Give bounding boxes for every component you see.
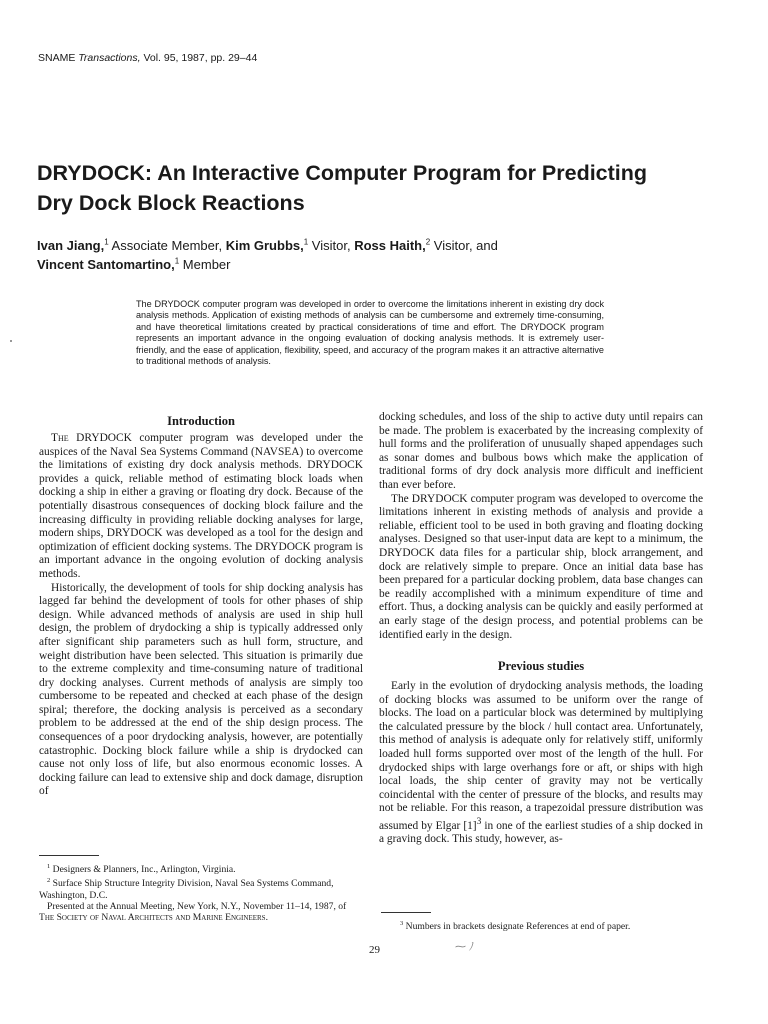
author-name: Ross Haith, — [354, 238, 426, 253]
paragraph — [379, 680, 703, 847]
journal-header — [38, 52, 257, 64]
paragraph: docking schedules, and loss of the ship to active duty until repairs can be made. The problem is exacerbated by the increasing complexity of hull forms and the proliferation of unusually shaped appendages such as sonar domes and bulbous bows which make the application of traditional forms of dry dock analysis more difficult and inefficient than ever before. — [379, 411, 703, 491]
left-column — [39, 413, 363, 799]
footnote-mark: 3 — [400, 920, 404, 927]
paragraph-text: DRYDOCK computer program was developed under the auspices of the Naval Sea Systems Command (NAVSEA) to overcome the limitations of existing dry dock analysis methods. DRYDOCK provides a quick, reliable method of estimating block loads when docking a ship in either a graving or floating dry dock. Because of the potentially disastrous consequences of docking block failure and the increasing difficulty in providing reliable docking analyses for large, modern ships, DRYDOCK was developed as a tool for the design and optimization of efficient docking systems. The DRYDOCK program is an important advance in the ongoing evolution of docking analysis methods. — [39, 432, 363, 580]
header-journal: Transactions, — [78, 52, 141, 64]
scan-dot — [10, 340, 12, 342]
section-heading-previous-studies: Previous studies — [497, 659, 585, 674]
footnote-rule — [381, 912, 431, 913]
affiliation-mark: 2 — [425, 237, 431, 247]
author-role: Visitor, — [308, 238, 355, 253]
footnote-text: Surface Ship Structure Integrity Division, Naval Sea Systems Command, Washington, D.C. — [39, 878, 334, 901]
footnotes-right — [392, 918, 712, 932]
paragraph: Historically, the development of tools for ship docking analysis has lagged far behind the development of tools for other phases of ship design. While advanced methods of analysis are used in ship hull design, the problem of drydocking a ship is typically addressed only after significant ship parameters such as hull form, structure, and weight distribution have been selected. This situation is primarily due to the extreme complexity and time-consuming nature of traditional dry docking analyses. Current methods of analysis are simply too cumbersome to be repeated and checked at each phase of the design spiral; therefore, the docking analysis is perceived as a secondary problem to be addressed at the end of the ship design process. The consequences of a poor drydocking analysis, however, are potentially catastrophic. Docking block failure while a ship is drydocked can cause not only loss of life, but also enormous economic losses. A docking failure can lead to extensive ship and dock damage, disruption of — [39, 581, 363, 798]
author-role: Member — [179, 257, 231, 272]
author-role: Visitor, and — [430, 238, 498, 253]
society-name: The Society of Naval Architects and Marine Engineers — [39, 912, 266, 924]
author-name: Kim Grubbs, — [225, 238, 304, 253]
paragraph-text: Early in the evolution of drydocking analysis methods, the loading of docking blocks was assumed to be uniform over the range of blocks. The load on a particular block was determined by multiplying the calculated pressure by the block / hull contact area. Unfortunately, this method of analysis is adequate only for relatively stiff, uniformly loaded hull forms supported over most of the length of the hull. For drydocked ships with large overhangs fore or aft, or ships with high local loads, the ship center of gravity may not be vertically coincidental with the center of pressure of the blocks, and results may not be reliable. For this reason, a trapezoidal pressure distribution was assumed by Elgar [1] — [379, 680, 703, 832]
footnote-mark: 1 — [47, 863, 51, 870]
footnote-text: Presented at the Annual Meeting, New York, N.Y., November 11–14, 1987, of — [47, 900, 347, 912]
footnote-mark: 3 — [476, 817, 482, 828]
footnote-mark: 2 — [47, 877, 51, 885]
author-list — [37, 236, 677, 274]
page-number: 29 — [369, 944, 380, 956]
paper-title: DRYDOCK: An Interactive Computer Program for Predicting Dry Dock Block Reactions — [37, 161, 648, 215]
author-name: Vincent Santomartino, — [37, 257, 175, 272]
footnote — [39, 875, 363, 901]
abstract: The DRYDOCK computer program was developed in order to overcome the limitations inherent in existing dry dock analysis methods. Application of existing methods of analysis can be cumbersome and extremely time-consuming, and have theoretical limitations created by practical considerations of time and effort. The DRYDOCK program represents an important advance in the ongoing evaluation of docking analysis methods. It is extremely user-friendly, and the ease of application, flexibility, speed, and accuracy of the program makes it an attractive alternative to traditional methods of analysis. — [136, 299, 604, 367]
header-prefix: SNAME — [38, 52, 76, 64]
author-name: Ivan Jiang, — [37, 238, 105, 253]
lead-in: The — [51, 432, 69, 444]
right-column — [379, 411, 703, 847]
footnote-text: Numbers in brackets designate References at end of paper. — [403, 921, 631, 933]
footnote-rule — [39, 855, 99, 856]
affiliation-mark: 1 — [303, 237, 309, 247]
paragraph — [39, 432, 363, 582]
section-heading-introduction: Introduction — [167, 414, 235, 428]
footnote — [39, 861, 363, 875]
author-role: Associate Member, — [108, 238, 226, 253]
affiliation-mark: 1 — [104, 237, 109, 247]
header-volume: Vol. 95, 1987, pp. 29–44 — [143, 52, 258, 64]
footnote-text: . — [265, 912, 268, 924]
footnote-text: Designers & Planners, Inc., Arlington, Virginia. — [50, 864, 236, 876]
paragraph: The DRYDOCK computer program was developed to overcome the limitations inherent in existing methods of analysis and provide a reliable, efficient tool to be used in both graving and floating docking analyses. Designed so that user-input data are kept to a minimum, the DRYDOCK data files for a particular ship, block arrangement, and dock are relatively simple to prepare. Once an initial data base has been prepared for a particular docking problem, data base changes can be readily accomplished with a minimum expenditure of time and effort. Thus, a docking analysis can be quickly and easily performed at an early stage of the design process, and potential problems can be identified early in the design. — [379, 492, 703, 641]
footnotes-left — [39, 861, 363, 923]
footnote — [39, 901, 363, 923]
scan-mark: ⁓ ﾉ — [455, 941, 475, 953]
affiliation-mark: 1 — [174, 256, 180, 266]
footnote — [392, 918, 712, 932]
paragraph-text: in one of the earliest studies of a ship docked in a graving dock. This study, however, as- — [379, 819, 703, 846]
